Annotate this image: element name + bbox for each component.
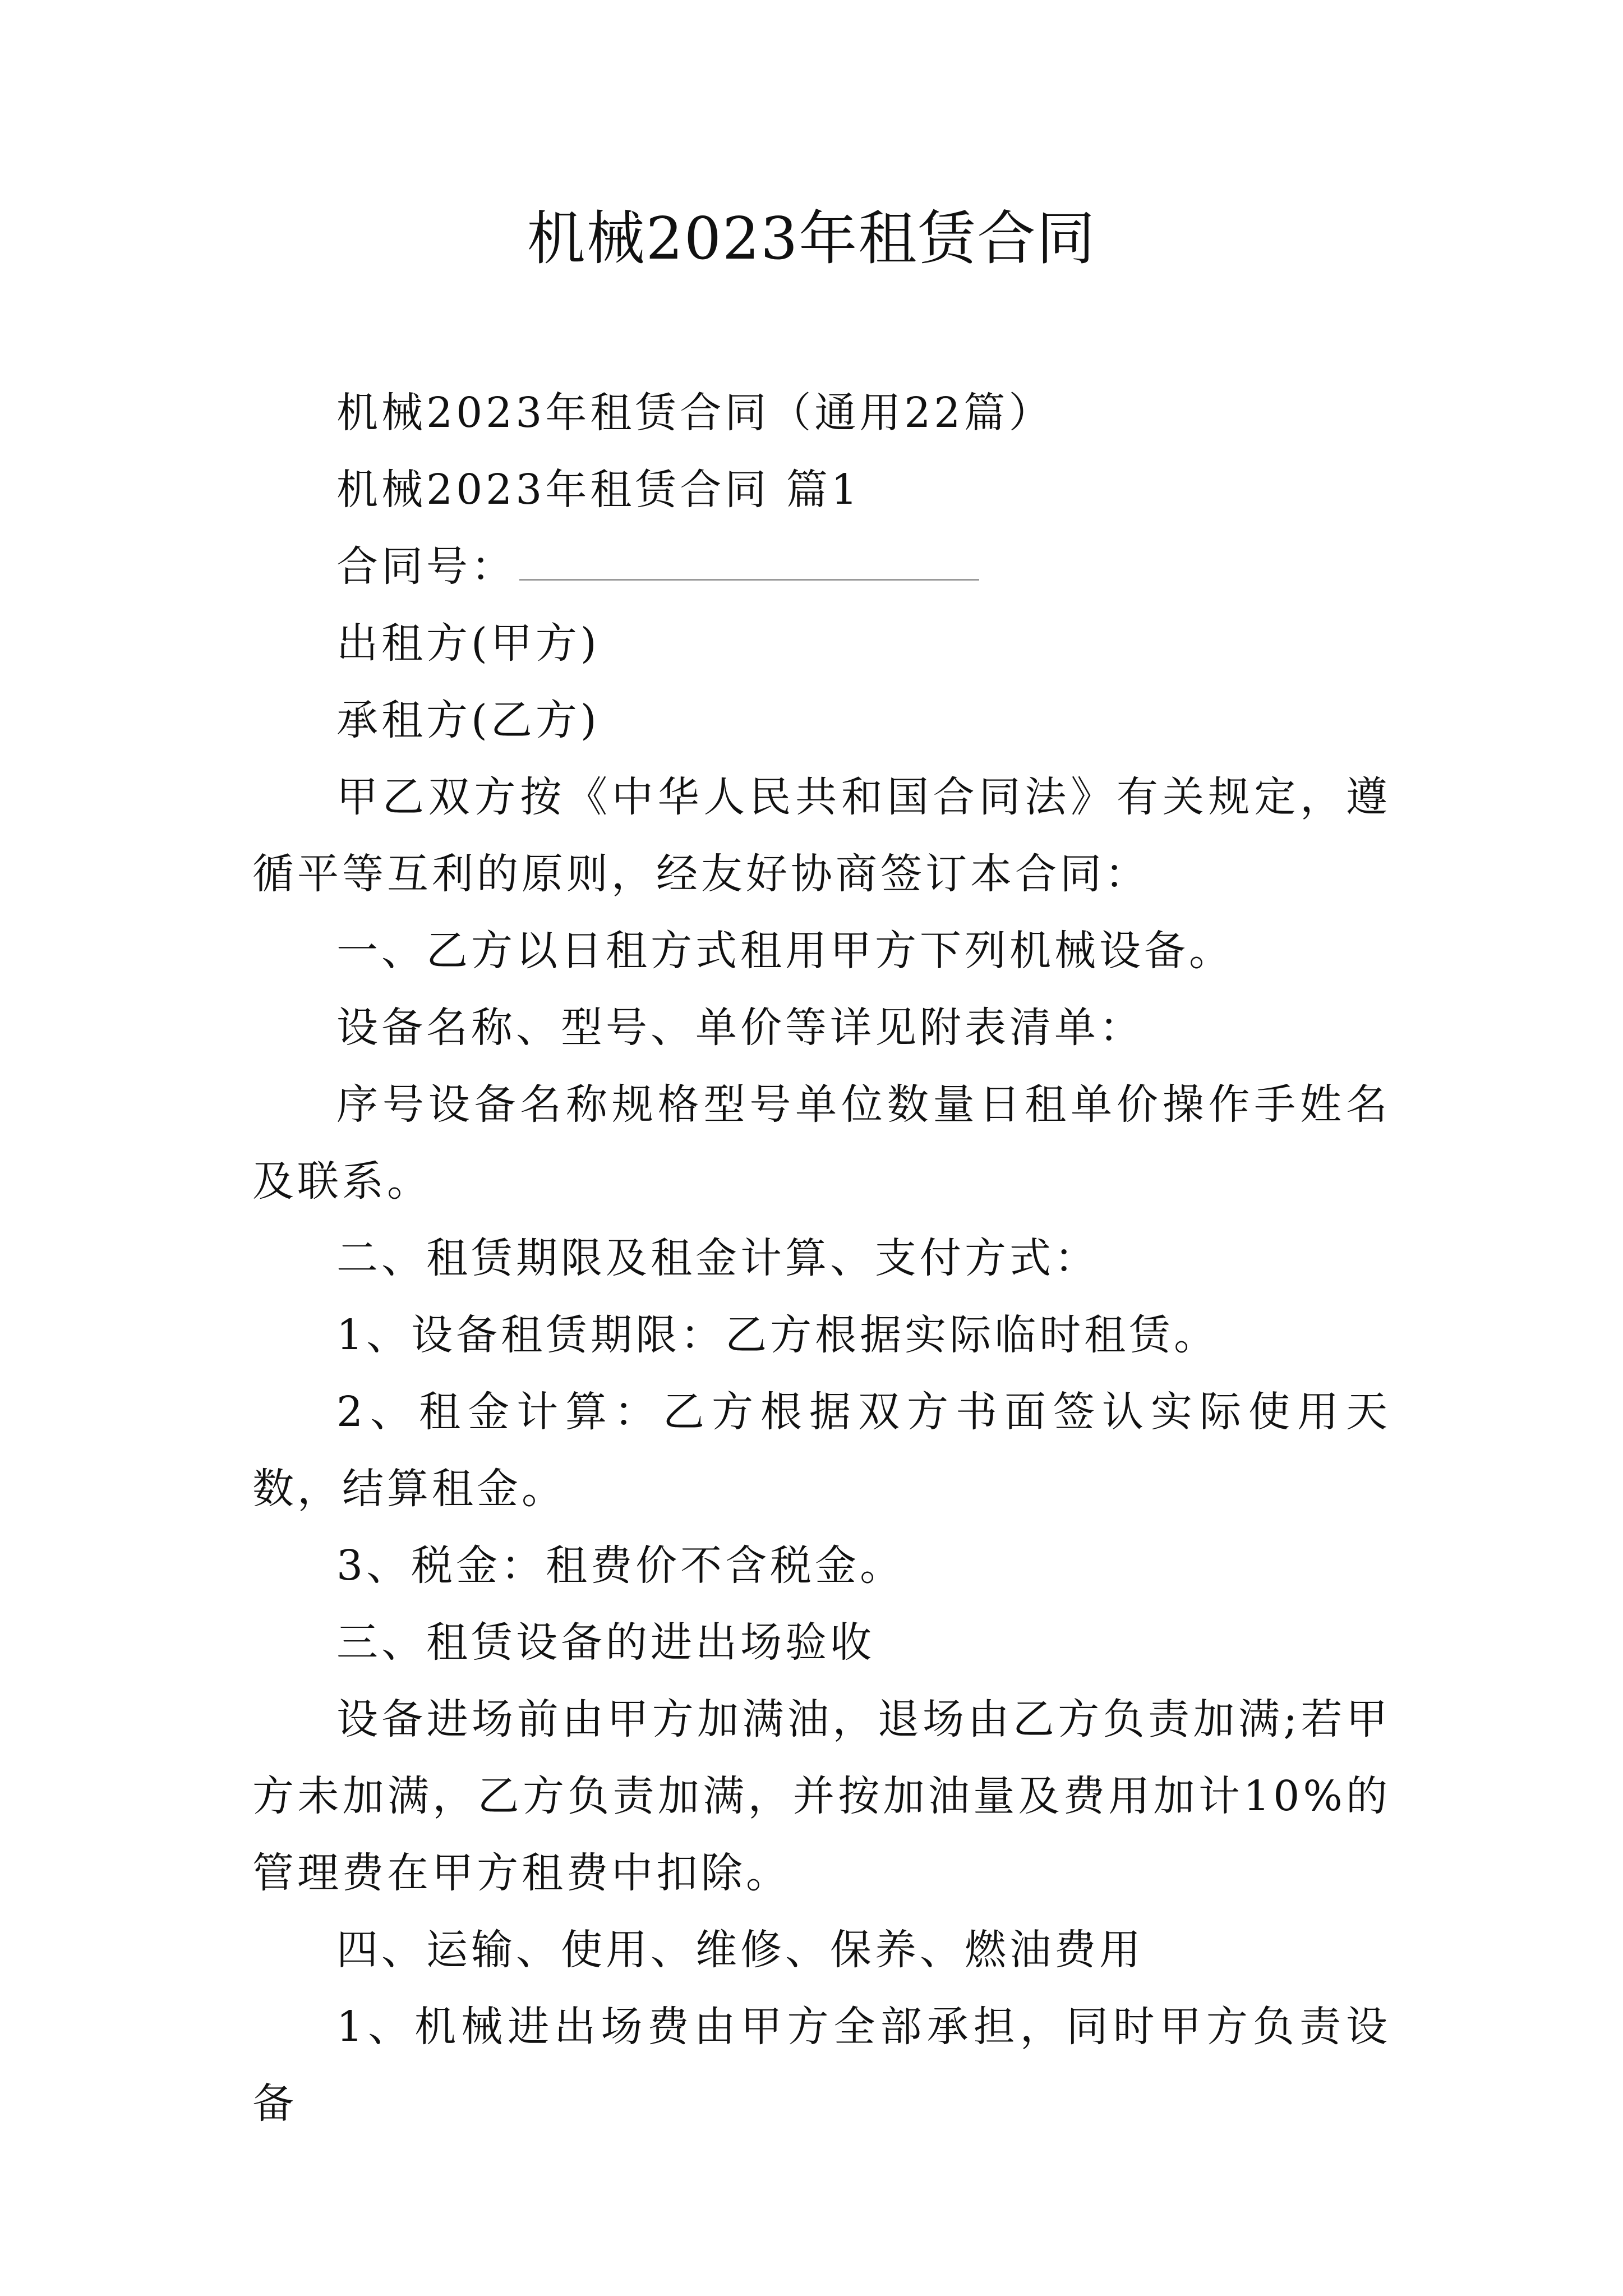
paragraph-clause-2-3: 3、税金：租费价不含税金。 bbox=[336, 1542, 905, 1590]
paragraph-preamble: 甲乙双方按《中华人民共和国合同法》有关规定，遵循平等互利的原则，经友好协商签订本合同： bbox=[252, 773, 1391, 898]
paragraph-section-heading: 机械2023年租赁合同 篇1 bbox=[336, 466, 861, 514]
paragraph-clause-2: 二、租赁期限及租金计算、支付方式： bbox=[336, 1234, 1099, 1282]
document-title: 机械2023年租赁合同 bbox=[527, 204, 1096, 273]
paragraph-lessor: 出租方(甲方) bbox=[336, 619, 600, 668]
contract-number-label: 合同号： bbox=[336, 542, 516, 591]
contract-number-blank bbox=[519, 546, 979, 581]
paragraph-clause-4: 四、运输、使用、维修、保养、燃油费用 bbox=[336, 1926, 1144, 1974]
paragraph-equipment-columns: 序号设备名称规格型号单位数量日租单价操作手姓名及联系。 bbox=[252, 1080, 1391, 1205]
paragraph-clause-2-2: 2、租金计算：乙方根据双方书面签认实际使用天数，结算租金。 bbox=[252, 1388, 1391, 1513]
paragraph-lessee: 承租方(乙方) bbox=[336, 696, 600, 744]
contract-number-line bbox=[252, 528, 1391, 605]
paragraph-clause-4-1: 1、机械进出场费由甲方全部承担，同时甲方负责设备 bbox=[252, 2003, 1391, 2128]
paragraph-equipment-note: 设备名称、型号、单价等详见附表清单： bbox=[336, 1004, 1144, 1052]
paragraph-clause-1: 一、乙方以日租方式租用甲方下列机械设备。 bbox=[336, 927, 1234, 975]
paragraph-clause-3-body: 设备进场前由甲方加满油，退场由乙方负责加满;若甲方未加满，乙方负责加满，并按加油量及费用加计10%的管理费在甲方租费中扣除。 bbox=[252, 1695, 1391, 1897]
paragraph-clause-3: 三、租赁设备的进出场验收 bbox=[336, 1618, 875, 1667]
document-body bbox=[252, 375, 1391, 2142]
paragraph-collection-title: 机械2023年租赁合同（通用22篇） bbox=[336, 389, 1054, 437]
paragraph-clause-2-1: 1、设备租赁期限：乙方根据实际临时租赁。 bbox=[336, 1311, 1219, 1359]
